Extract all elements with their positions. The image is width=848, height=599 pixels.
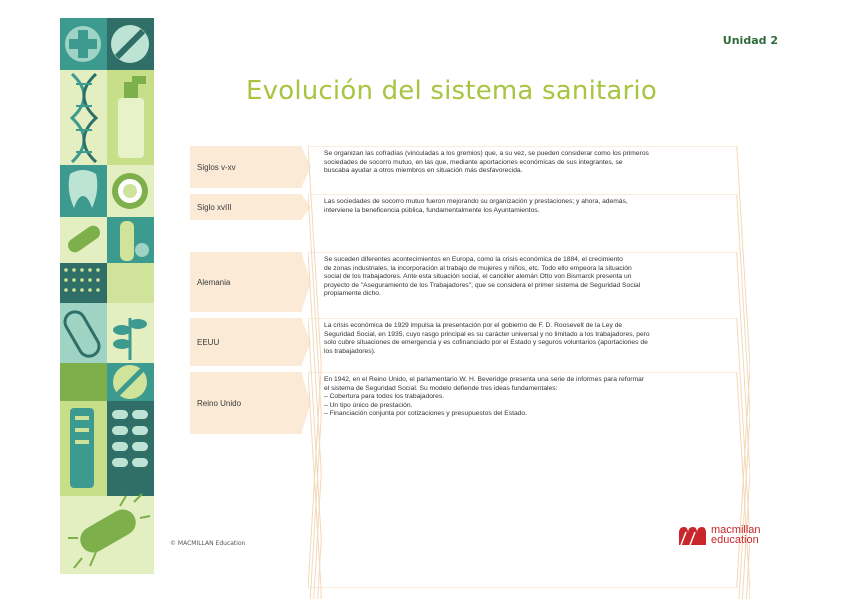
description-line: los trabajadores). (324, 347, 376, 355)
row-label-box (190, 372, 302, 434)
description-line: La crisis económica de 1929 impulsa la presentación por el gobierno de F. D. Roosevelt de la Ley de (324, 322, 623, 329)
row-label: Siglo xvIII (197, 202, 232, 212)
description-line: En 1942, en el Reino Unido, el parlamentario W. H. Beveridge presenta una serie de informes para reformar (324, 376, 645, 383)
description-line: Seguridad Social, en 1935, cuyo rasgo principal es su carácter universal y no limitado a los trabajadores, pero (324, 330, 650, 338)
description-line: proyecto de "Aseguramiento de los Trabajadores", que se considera el primer sistema de Seguridad Social (324, 281, 641, 289)
decorative-health-icons-strip (60, 18, 154, 574)
timeline-row (190, 252, 750, 312)
logo-line-2: education (711, 534, 759, 546)
macmillan-logo (678, 524, 761, 546)
description-line: sociedades de socorro mutuo, en las que, mediante aportaciones económicas de sus integrantes, se (324, 158, 623, 166)
logo-line-1: macmillan (711, 524, 761, 536)
description-line: Se suceden diferentes acontecimientos en Europa, como la crisis económica de 1884, el crecimiento (324, 256, 623, 263)
unit-label: Unidad 2 (722, 34, 778, 47)
description-line: propiamente dicho. (324, 290, 381, 298)
row-label: Siglos v-xv (197, 162, 236, 172)
timeline-row (190, 372, 750, 434)
description-line: – Financiación conjunta por cotizaciones y presupuestos del Estado. (324, 410, 527, 418)
description-line: solo cubre situaciones de emergencia y es cofinanciado por el Estado y seguros voluntarios (aportaciones de (324, 339, 648, 347)
row-description (308, 146, 750, 188)
page-title: Evolución del sistema sanitario (246, 76, 657, 106)
row-description (308, 372, 750, 434)
timeline-row (190, 318, 750, 366)
copyright-footer: © MACMILLAN Education (170, 540, 246, 547)
description-line: social de los trabajadores. Ante esta situación social, el canciller alemán Otto von Bismarck presenta un (324, 273, 632, 281)
row-description (308, 194, 750, 220)
row-description (308, 252, 750, 312)
row-description (308, 318, 750, 366)
row-label-box (190, 252, 302, 312)
description-line: – Cobertura para todos los trabajadores. (324, 393, 445, 401)
description-line: Se organizan las cofradías (vinculadas a los gremios) que, a su vez, se pueden considerar como los primeros (324, 150, 649, 157)
description-line: interviene la beneficencia pública, fundamentalmente los Ayuntamientos. (324, 206, 540, 214)
row-label-box (190, 146, 302, 188)
description-line: – Un tipo único de prestación. (324, 401, 413, 409)
description-line: buscaba ayudar a otros miembros en situación más desfavorecida. (324, 167, 523, 175)
description-line: el sistema de Seguridad Social. Su modelo defiende tres ideas fundamentales: (324, 384, 558, 392)
macmillan-logo-icon (678, 524, 708, 546)
row-label: Reino Unido (197, 398, 242, 408)
timeline-row (190, 194, 750, 220)
timeline-row (190, 146, 750, 188)
row-label: Alemania (197, 277, 231, 287)
row-label-box (190, 318, 302, 366)
row-label: EEUU (197, 337, 220, 347)
description-line: Las sociedades de socorro mutuo fueron mejorando su organización y prestaciones; y ahora, además, (324, 198, 628, 205)
row-label-box (190, 194, 302, 220)
description-line: de zonas industriales, la incorporación al trabajo de mujeres y niños, etc. Todo ello empeora la situación (324, 264, 632, 272)
